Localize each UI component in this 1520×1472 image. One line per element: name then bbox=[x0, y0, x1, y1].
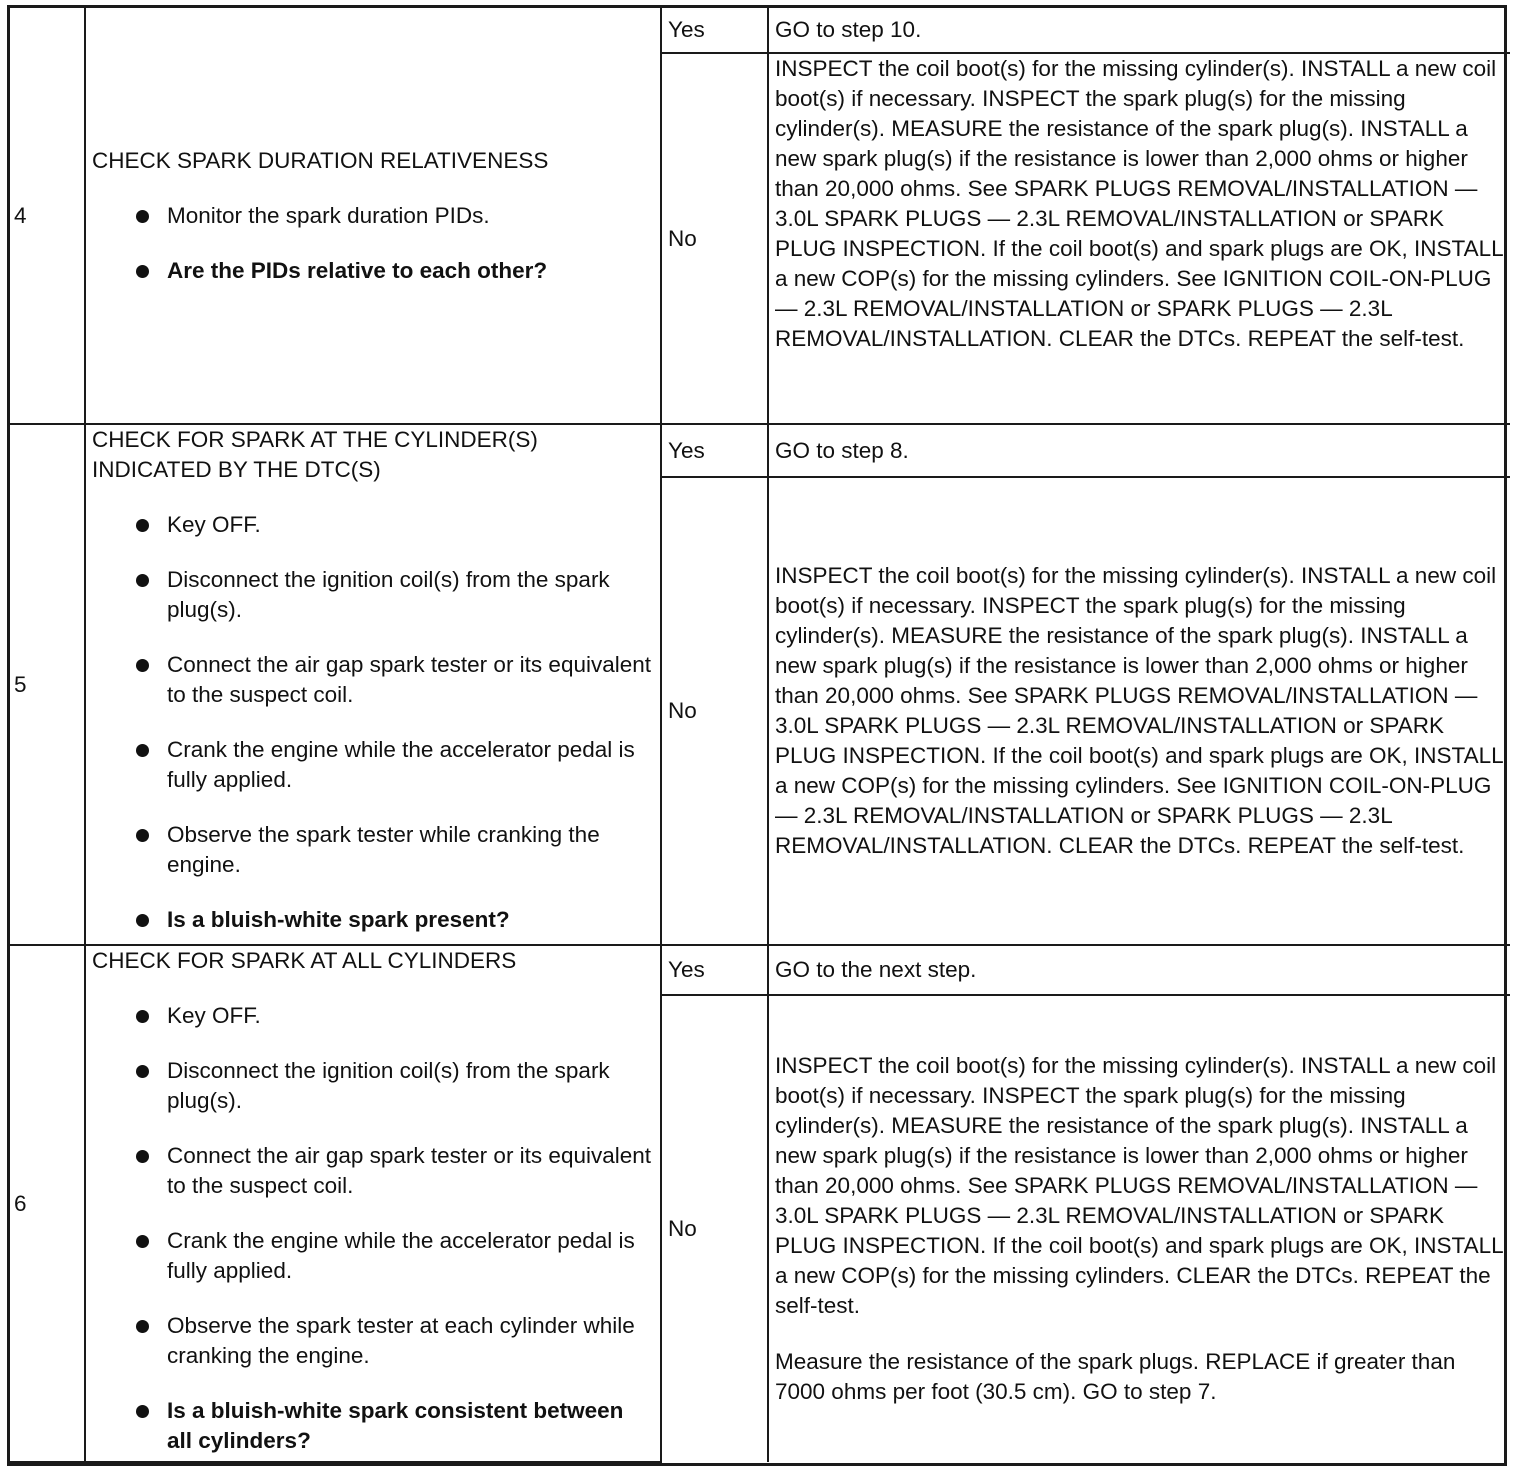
list-item: Crank the engine while the accelerator pedal is fully applied. bbox=[92, 1226, 654, 1286]
list-item: Connect the air gap spark tester or its equivalent to the suspect coil. bbox=[92, 650, 654, 710]
result-yes-action: GO to step 10. bbox=[768, 8, 1510, 53]
table-row-step-6 bbox=[10, 945, 1510, 995]
step-test-cell bbox=[85, 945, 661, 1462]
action-paragraph: Measure the resistance of the spark plugs. REPLACE if greater than 7000 ohms per foot (30.5 cm). GO to step 7. bbox=[775, 1349, 1456, 1404]
list-item: Connect the air gap spark tester or its equivalent to the suspect coil. bbox=[92, 1141, 654, 1201]
diagnostic-procedure-page bbox=[7, 5, 1507, 1466]
test-step-table bbox=[10, 8, 1510, 1463]
step-bullet-list bbox=[92, 201, 654, 286]
action-paragraph: INSPECT the coil boot(s) for the missing cylinder(s). INSTALL a new coil boot(s) if necessary. INSPECT the spark plug(s) for the missing cylinder(s). MEASURE the resistance of the spark plug(s). INSTALL a new spark plug(s) if the resistance is lower than 2,000 ohms or higher than 20,000 ohms. See SPARK PLUGS REMOVAL/INSTALLATION — 3.0L SPARK PLUGS — 2.3L REMOVAL/INSTALLATION or SPARK PLUG INSPECTION. If the coil boot(s) and spark plugs are OK, INSTALL a new COP(s) for the missing cylinders. See IGNITION COIL-ON-PLUG — 2.3L REMOVAL/INSTALLATION or SPARK PLUGS — 2.3L REMOVAL/INSTALLATION. CLEAR the DTCs. REPEAT the self-test. bbox=[775, 563, 1503, 858]
list-item: Observe the spark tester at each cylinder while cranking the engine. bbox=[92, 1311, 654, 1371]
action-paragraph: INSPECT the coil boot(s) for the missing cylinder(s). INSTALL a new coil boot(s) if necessary. INSPECT the spark plug(s) for the missing cylinder(s). MEASURE the resistance of the spark plug(s). INSTALL a new spark plug(s) if the resistance is lower than 2,000 ohms or higher than 20,000 ohms. See SPARK PLUGS REMOVAL/INSTALLATION — 3.0L SPARK PLUGS — 2.3L REMOVAL/INSTALLATION or SPARK PLUG INSPECTION. If the coil boot(s) and spark plugs are OK, INSTALL a new COP(s) for the missing cylinders. See IGNITION COIL-ON-PLUG — 2.3L REMOVAL/INSTALLATION or SPARK PLUGS — 2.3L REMOVAL/INSTALLATION. CLEAR the DTCs. REPEAT the self-test. bbox=[775, 56, 1503, 351]
result-no-action bbox=[768, 477, 1510, 945]
step-heading: CHECK FOR SPARK AT THE CYLINDER(S) INDICATED BY THE DTC(S) bbox=[92, 427, 538, 482]
step-number: 5 bbox=[10, 424, 85, 945]
result-no-label: No bbox=[661, 477, 768, 945]
step-test-cell bbox=[85, 8, 661, 424]
result-yes-label: Yes bbox=[661, 945, 768, 995]
result-yes-label: Yes bbox=[661, 8, 768, 53]
result-no-label: No bbox=[661, 995, 768, 1462]
step-test-cell bbox=[85, 424, 661, 945]
step-bullet-list bbox=[92, 510, 654, 935]
step-heading: CHECK FOR SPARK AT ALL CYLINDERS bbox=[92, 948, 517, 973]
step-question: Is a bluish-white spark consistent between all cylinders? bbox=[92, 1396, 654, 1456]
result-no-action bbox=[768, 995, 1510, 1462]
table-row-step-5 bbox=[10, 424, 1510, 477]
list-item: Observe the spark tester while cranking the engine. bbox=[92, 820, 654, 880]
step-question: Is a bluish-white spark present? bbox=[92, 905, 654, 935]
list-item: Disconnect the ignition coil(s) from the spark plug(s). bbox=[92, 1056, 654, 1116]
list-item: Key OFF. bbox=[92, 1001, 654, 1031]
step-bullet-list bbox=[92, 1001, 654, 1456]
table-row-step-4 bbox=[10, 8, 1510, 53]
list-item: Key OFF. bbox=[92, 510, 654, 540]
step-heading: CHECK SPARK DURATION RELATIVENESS bbox=[92, 147, 549, 173]
list-item: Disconnect the ignition coil(s) from the spark plug(s). bbox=[92, 565, 654, 625]
list-item: Crank the engine while the accelerator pedal is fully applied. bbox=[92, 735, 654, 795]
step-number: 4 bbox=[10, 8, 85, 424]
step-question: Are the PIDs relative to each other? bbox=[92, 256, 654, 286]
result-yes-action: GO to step 8. bbox=[768, 424, 1510, 477]
result-no-action bbox=[768, 53, 1510, 424]
list-item: Monitor the spark duration PIDs. bbox=[92, 201, 654, 231]
result-yes-action: GO to the next step. bbox=[768, 945, 1510, 995]
step-number: 6 bbox=[10, 945, 85, 1462]
result-no-label: No bbox=[661, 53, 768, 424]
result-yes-label: Yes bbox=[661, 424, 768, 477]
action-paragraph: INSPECT the coil boot(s) for the missing cylinder(s). INSTALL a new coil boot(s) if necessary. INSPECT the spark plug(s) for the missing cylinder(s). MEASURE the resistance of the spark plug(s). INSTALL a new spark plug(s) if the resistance is lower than 2,000 ohms or higher than 20,000 ohms. See SPARK PLUGS REMOVAL/INSTALLATION — 3.0L SPARK PLUGS — 2.3L REMOVAL/INSTALLATION or SPARK PLUG INSPECTION. If the coil boot(s) and spark plugs are OK, INSTALL a new COP(s) for the missing cylinders. CLEAR the DTCs. REPEAT the self-test. bbox=[775, 1053, 1503, 1318]
